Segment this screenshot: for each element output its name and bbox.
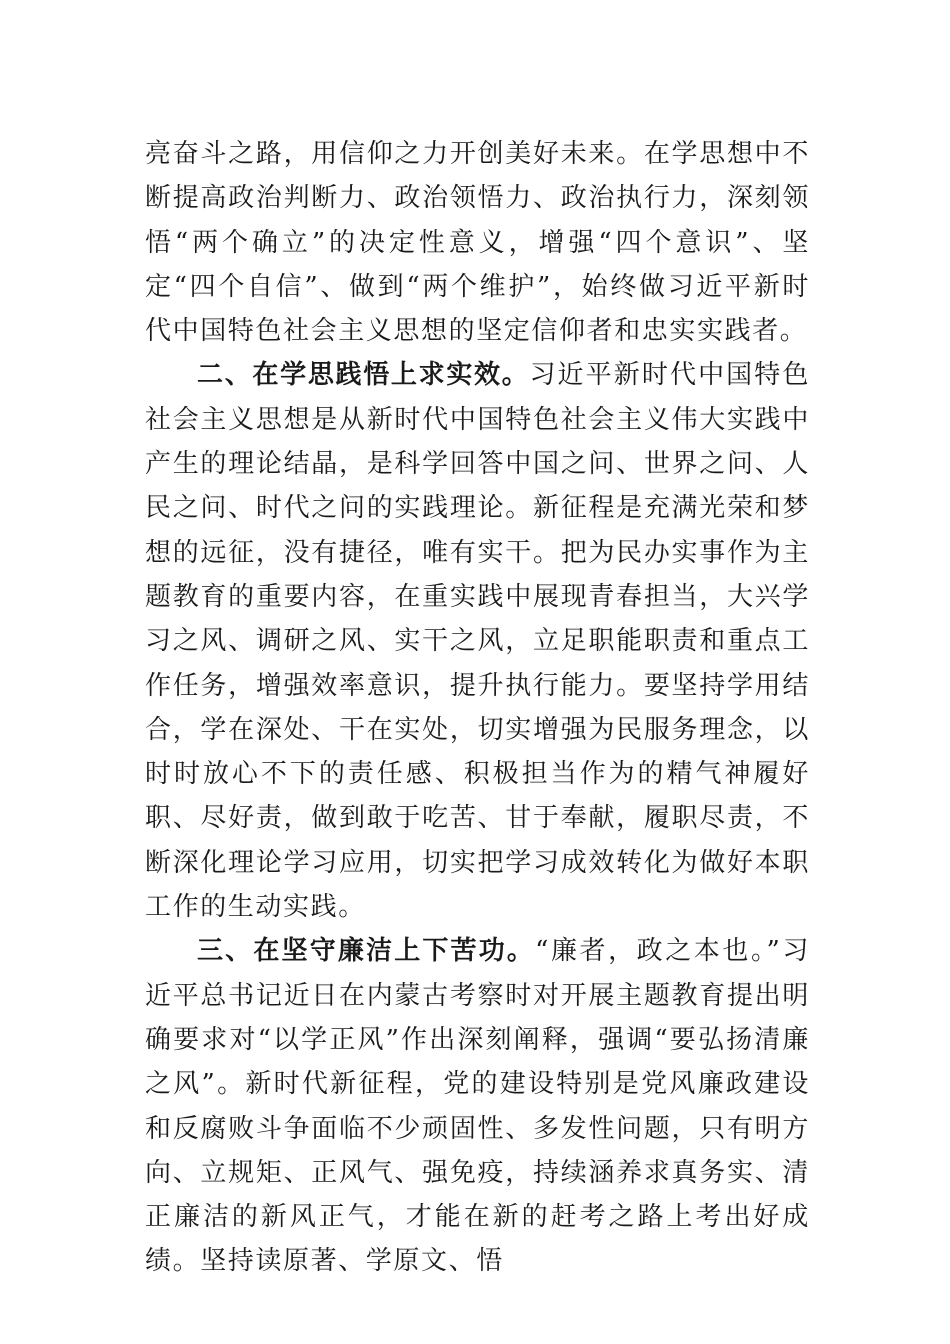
section-heading-3: 三、在坚守廉洁上下苦功。 <box>197 936 536 967</box>
paragraph-3 <box>145 929 810 1283</box>
paragraph-1-text: 亮奋斗之路，用信仰之力开创美好未来。在学思想中不断提高政治判断力、政治领悟力、政治执行力，深刻领悟“两个确立”的决定性意义，增强“四个意识”、坚定“四个自信”、做到“两个维护”，始终做习近平新时代中国特色社会主义思想的坚定信仰者和忠实实践者。 <box>145 139 810 347</box>
section-heading-2: 二、在学思践悟上求实效。 <box>197 360 530 391</box>
paragraph-3-text: “廉者，政之本也。”习近平总书记近日在内蒙古考察时对开展主题教育提出明确要求对“以学正风”作出深刻阐释，强调“要弘扬清廉之风”。新时代新征程，党的建设特别是党风廉政建设和反腐败斗争面临不少顽固性、多发性问题，只有明方向、立规矩、正风气、强免疫，持续涵养求真务实、清正廉洁的新风正气，才能在新的赶考之路上考出好成绩。坚持读原著、学原文、悟 <box>145 936 810 1277</box>
body-text <box>145 132 810 1284</box>
paragraph-2-text: 习近平新时代中国特色社会主义思想是从新时代中国特色社会主义伟大实践中产生的理论结晶，是科学回答中国之问、世界之问、人民之问、时代之问的实践理论。新征程是充满光荣和梦想的远征，没有捷径，唯有实干。把为民办实事作为主题教育的重要内容，在重实践中展现青春担当，大兴学习之风、调研之风、实干之风，立足职能职责和重点工作任务，增强效率意识，提升执行能力。要坚持学用结合，学在深处、干在实处，切实增强为民服务理念，以时时放心不下的责任感、积极担当作为的精气神履好职、尽好责，做到敢于吃苦、甘于奉献，履职尽责，不断深化理论学习应用，切实把学习成效转化为做好本职工作的生动实践。 <box>145 360 810 923</box>
paragraph-2 <box>145 353 810 929</box>
paragraph-1 <box>145 132 810 353</box>
